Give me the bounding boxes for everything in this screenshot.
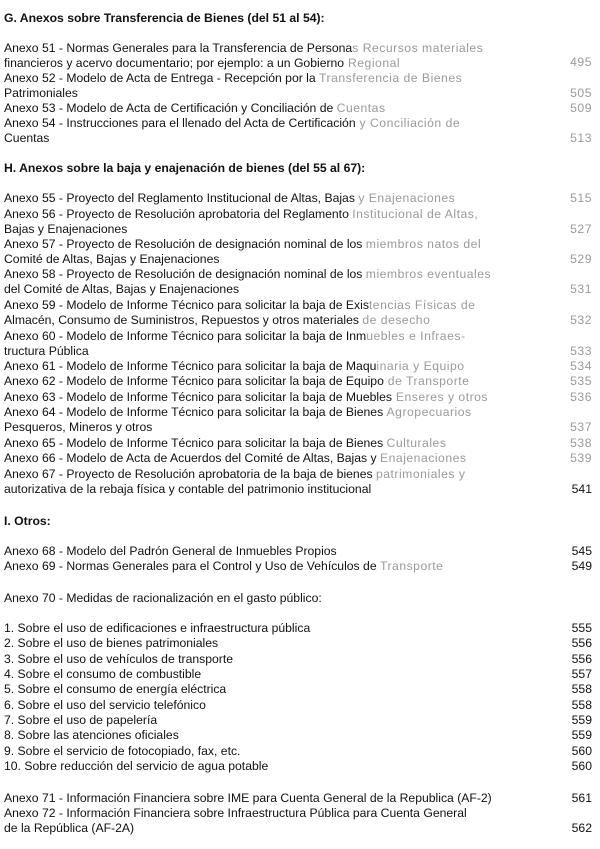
page-number: 527 <box>570 222 592 237</box>
annex-70-heading: Anexo 70 - Medidas de racionalización en el gasto público: <box>4 591 322 605</box>
list-item[interactable]: 5. Sobre el consumo de energía eléctrica 558 <box>4 682 592 696</box>
toc-entry-anexo-72[interactable]: Anexo 72 - Información Financiera sobre Infraestructura Pública para Cuenta General de la República (AF-2A) 562 <box>4 806 592 836</box>
page-number: 529 <box>570 252 592 267</box>
section-i-heading: I. Otros: <box>4 514 51 528</box>
page-number: 505 <box>570 86 592 101</box>
toc-entry-anexo-52[interactable]: Anexo 52 - Modelo de Acta de Entrega - Recepción por la Transferencia de Bienes Patrimoniales 505 <box>4 71 592 101</box>
toc-entry-anexo-62[interactable]: Anexo 62 - Modelo de Informe Técnico para solicitar la baja de Equipo de Transporte 535 <box>4 374 592 388</box>
page-number: 560 <box>571 759 592 773</box>
page-number: 541 <box>571 482 592 497</box>
page-number: 495 <box>570 55 592 69</box>
page-number: 539 <box>570 451 592 465</box>
page-number: 562 <box>571 821 592 836</box>
toc-entry-anexo-63[interactable]: Anexo 63 - Modelo de Informe Técnico para solicitar la baja de Muebles Enseres y otros 536 <box>4 390 592 404</box>
page-number: 558 <box>571 682 592 696</box>
toc-entry-anexo-64[interactable]: Anexo 64 - Modelo de Informe Técnico para solicitar la baja de Bienes Agropecuarios Pesqueros, Mineros y otros 537 <box>4 405 592 435</box>
page-number: 555 <box>571 621 592 635</box>
toc-entry-anexo-61[interactable]: Anexo 61 - Modelo de Informe Técnico para solicitar la baja de Maquinaria y Equipo 534 <box>4 359 592 373</box>
list-item[interactable]: 2. Sobre el uso de bienes patrimoniales 556 <box>4 636 592 650</box>
toc-entry-anexo-68[interactable]: Anexo 68 - Modelo del Padrón General de Inmuebles Propios 545 <box>4 544 592 558</box>
toc-entry-anexo-58[interactable]: Anexo 58 - Proyecto de Resolución de designación nominal de los miembros eventuales del Comité de Altas, Bajas y Enajenaciones 531 <box>4 267 592 297</box>
page-number: 538 <box>570 436 592 450</box>
toc-entry-anexo-55[interactable]: Anexo 55 - Proyecto del Reglamento Institucional de Altas, Bajas y Enajenaciones 515 <box>4 191 592 205</box>
list-item[interactable]: 7. Sobre el uso de papelería 559 <box>4 713 592 727</box>
section-g-heading: G. Anexos sobre Transferencia de Bienes (del 51 al 54): <box>4 11 325 25</box>
toc-entry-anexo-67[interactable]: Anexo 67 - Proyecto de Resolución aprobatoria de la baja de bienes patrimoniales y autorizativa de la rebaja física y contable del patrimonio institucional 541 <box>4 467 592 497</box>
page-number: 536 <box>570 390 592 404</box>
toc-entry-anexo-54[interactable]: Anexo 54 - Instrucciones para el llenado del Acta de Certificación y Conciliación de Cuentas 513 <box>4 116 592 146</box>
toc-entry-anexo-57[interactable]: Anexo 57 - Proyecto de Resolución de designación nominal de los miembros natos del Comité de Altas, Bajas y Enajenaciones 529 <box>4 237 592 267</box>
toc-entry-anexo-66[interactable]: Anexo 66 - Modelo de Acta de Acuerdos del Comité de Altas, Bajas y Enajenaciones 539 <box>4 451 592 465</box>
page-number: 560 <box>571 744 592 758</box>
list-item[interactable]: 1. Sobre el uso de edificaciones e infraestructura pública 555 <box>4 621 592 635</box>
page-number: 549 <box>571 559 592 573</box>
list-item[interactable]: 9. Sobre el servicio de fotocopiado, fax, etc. 560 <box>4 744 592 758</box>
page-number: 559 <box>571 728 592 742</box>
page-number: 556 <box>571 652 592 666</box>
toc-entry-anexo-51[interactable]: Anexo 51 - Normas Generales para la Transferencia de Personas Recursos materiales financieros y acervo documentario; por ejemplo: a un Gobierno Regional 495 <box>4 41 592 71</box>
page-number: 545 <box>571 544 592 558</box>
page-number: 533 <box>570 344 592 359</box>
page-number: 532 <box>570 313 592 328</box>
page-number: 561 <box>571 791 592 805</box>
toc-entry-anexo-65[interactable]: Anexo 65 - Modelo de Informe Técnico para solicitar la baja de Bienes Culturales 538 <box>4 436 592 450</box>
page-number: 513 <box>570 131 592 146</box>
page-number: 509 <box>570 101 592 115</box>
toc-entry-anexo-71[interactable]: Anexo 71 - Información Financiera sobre IME para Cuenta General de la Republica (AF-2) 561 <box>4 791 592 805</box>
toc-entry-anexo-53[interactable]: Anexo 53 - Modelo de Acta de Certificación y Conciliación de Cuentas 509 <box>4 101 592 115</box>
list-item[interactable]: 4. Sobre el consumo de combustible 557 <box>4 667 592 681</box>
list-item[interactable]: 3. Sobre el uso de vehículos de transporte 556 <box>4 652 592 666</box>
toc-entry-anexo-69[interactable]: Anexo 69 - Normas Generales para el Control y Uso de Vehículos de Transporte 549 <box>4 559 592 573</box>
page-number: 531 <box>570 282 592 297</box>
page-number: 559 <box>571 713 592 727</box>
toc-entry-anexo-56[interactable]: Anexo 56 - Proyecto de Resolución aprobatoria del Reglamento Institucional de Altas, Bajas y Enajenaciones 527 <box>4 207 592 237</box>
page-number: 557 <box>571 667 592 681</box>
page-number: 558 <box>571 698 592 712</box>
page-number: 534 <box>570 359 592 373</box>
toc-entry-anexo-60[interactable]: Anexo 60 - Modelo de Informe Técnico para solicitar la baja de Inmuebles e Infraes- tructura Pública 533 <box>4 329 592 359</box>
page-number: 537 <box>570 420 592 435</box>
page-number: 515 <box>570 191 592 205</box>
list-item[interactable]: 6. Sobre el uso del servicio telefónico 558 <box>4 698 592 712</box>
section-h-heading: H. Anexos sobre la baja y enajenación de bienes (del 55 al 67): <box>4 161 366 175</box>
toc-entry-anexo-59[interactable]: Anexo 59 - Modelo de Informe Técnico para solicitar la baja de Existencias Físicas de Almacén, Consumo de Suministros, Repuestos y otros materiales de desecho 532 <box>4 298 592 328</box>
page-number: 556 <box>571 636 592 650</box>
page-number: 535 <box>570 374 592 388</box>
list-item[interactable]: 10. Sobre reducción del servicio de agua potable 560 <box>4 759 592 773</box>
list-item[interactable]: 8. Sobre las atenciones oficiales 559 <box>4 728 592 742</box>
